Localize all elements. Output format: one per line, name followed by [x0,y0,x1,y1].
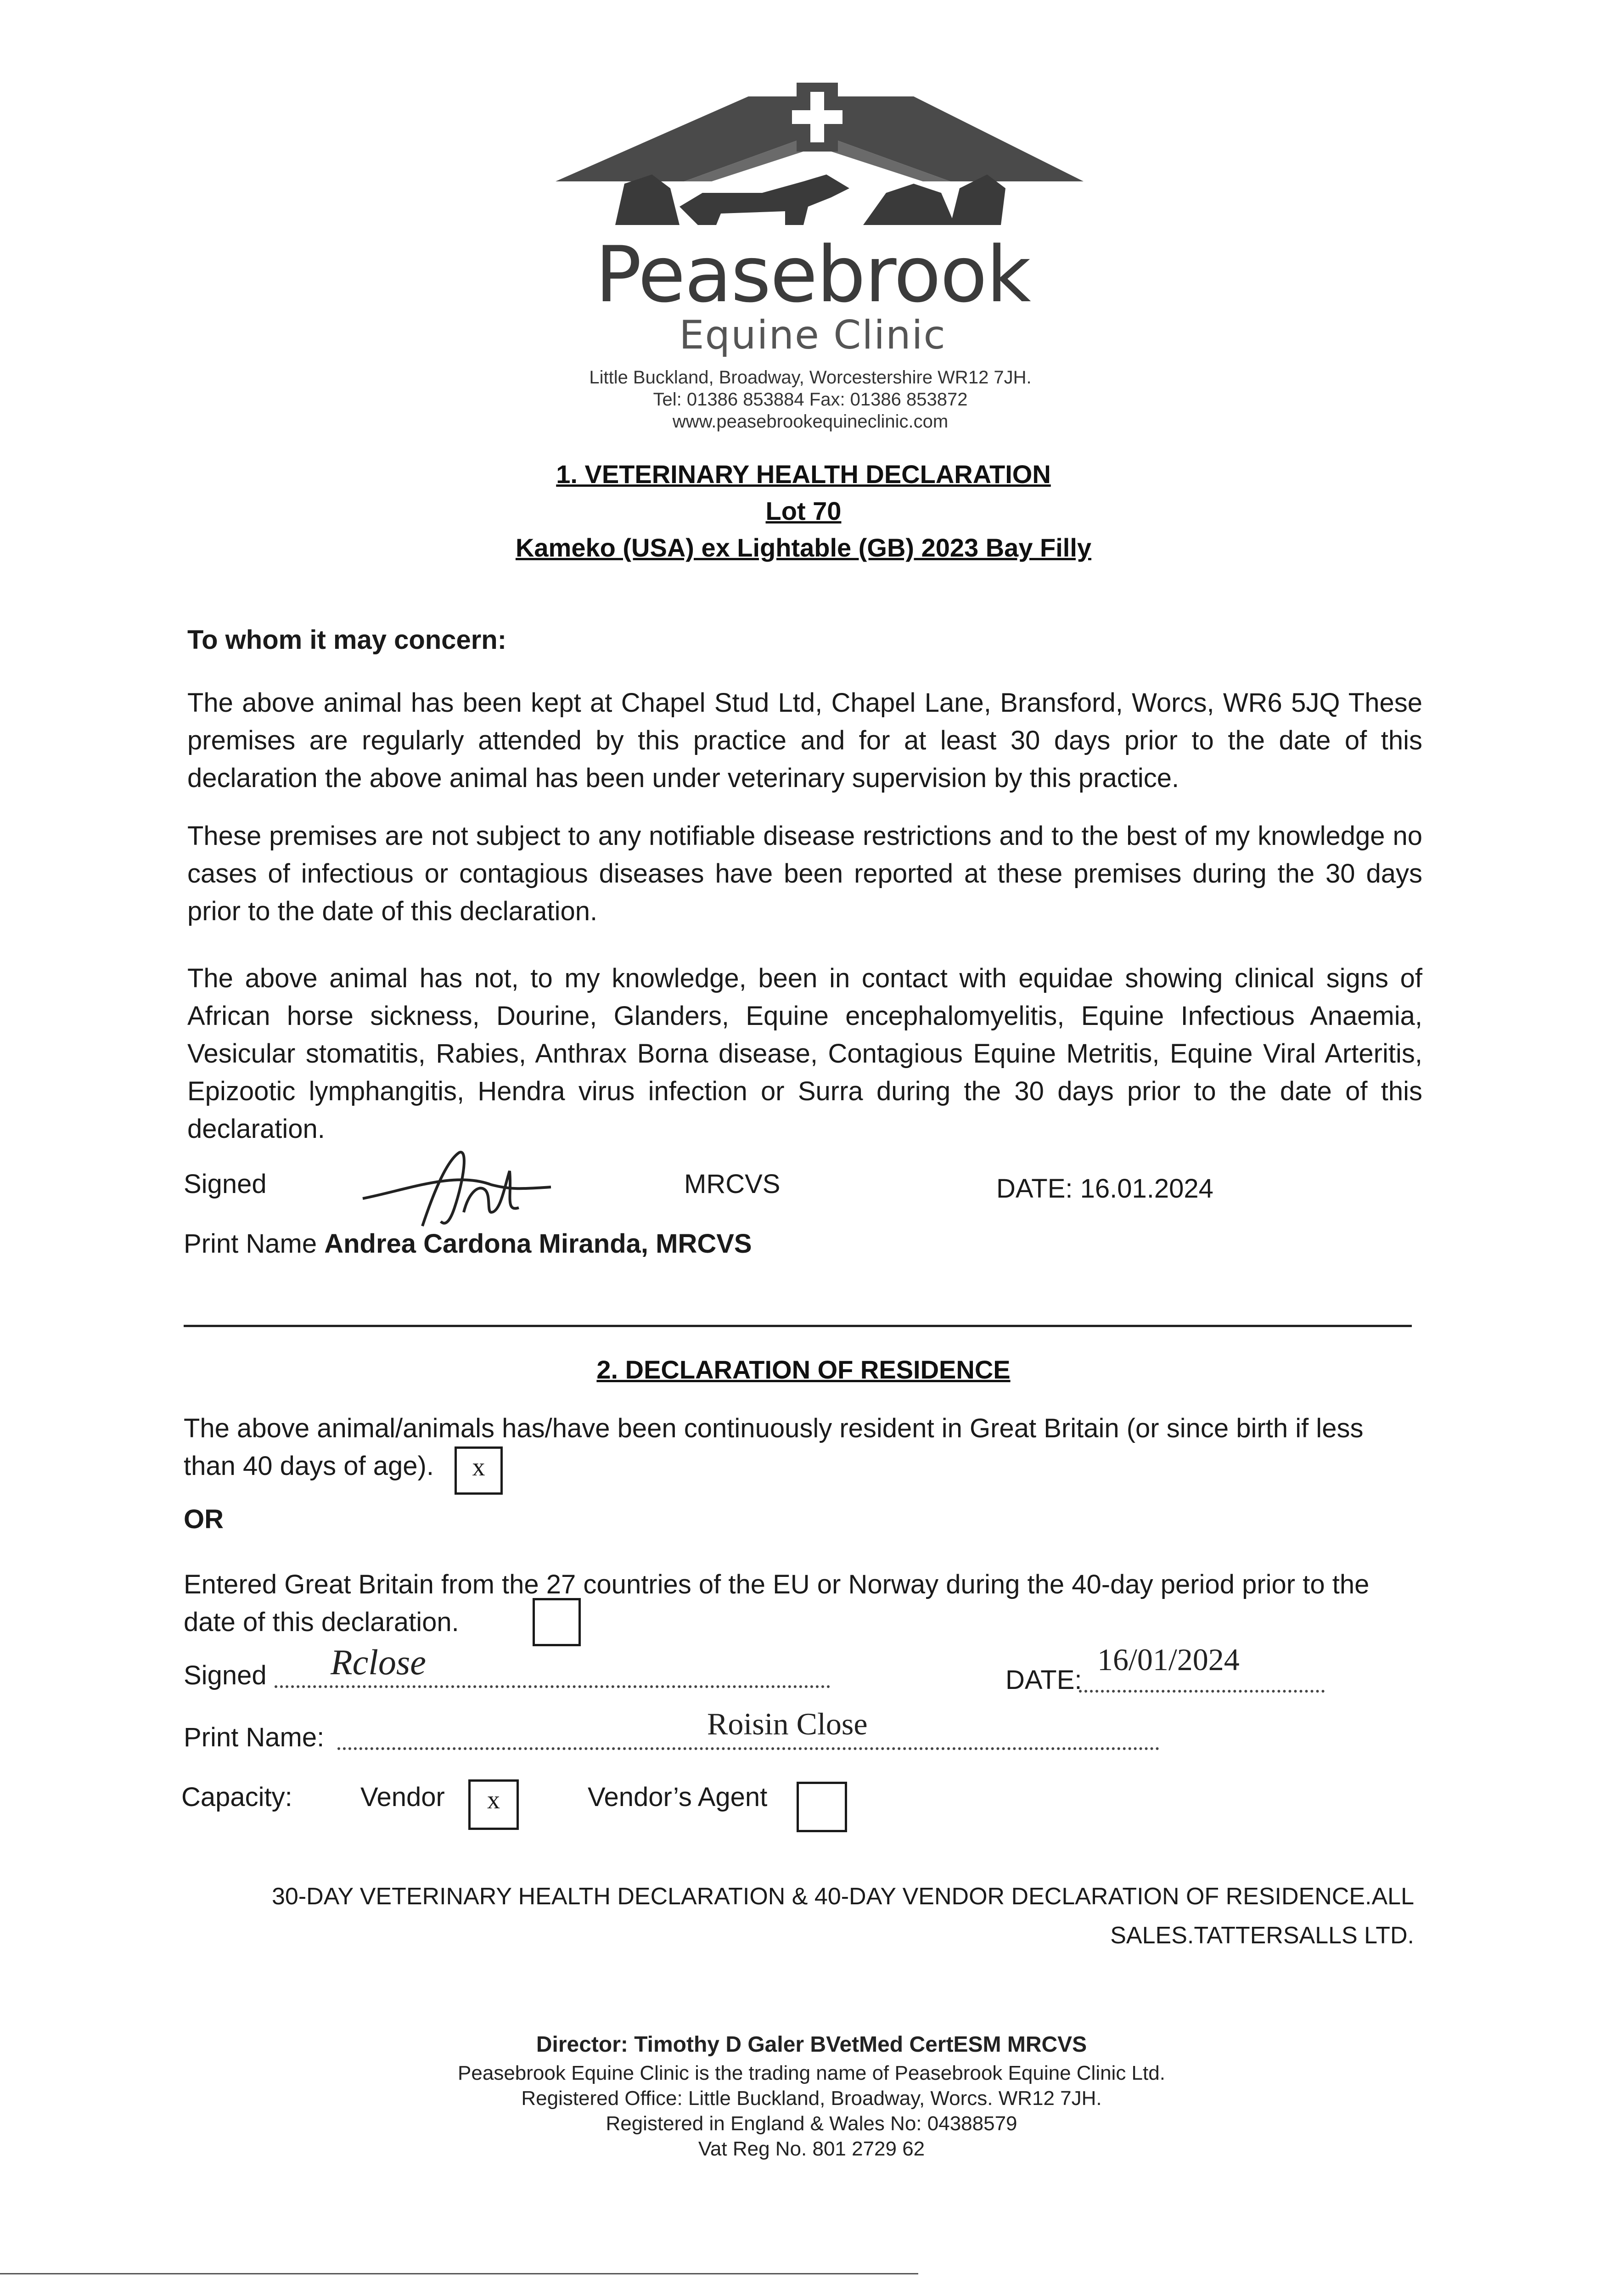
vendor-date-line [1079,1690,1325,1693]
footer-director: Director: Timothy D Galer BVetMed CertESM MRCVS [536,2032,1087,2057]
form-caption-line2: SALES.TATTERSALLS LTD. [1110,1922,1414,1949]
or-label: OR [184,1504,224,1534]
vet-signed-label: Signed [184,1169,267,1199]
vendor-print-name-label: Print Name: [184,1722,325,1752]
vet-print-name-label: Print Name [184,1229,317,1259]
section1-title: 1. VETERINARY HEALTH DECLARATION [556,460,1051,489]
clinic-website: www.peasebrookequineclinic.com [672,411,949,432]
vendor-checkbox[interactable]: x [468,1779,519,1830]
clinic-address: Little Buckland, Broadway, Worcestershire WR12 7JH. [589,367,1032,388]
vet-date: DATE: 16.01.2024 [996,1174,1213,1204]
vendor-signed-label: Signed [184,1660,267,1690]
vendor-agent-label: Vendor’s Agent [588,1782,768,1812]
vendor-agent-checkbox[interactable] [797,1782,847,1832]
vendor-date-value: 16/01/2024 [1097,1642,1240,1677]
lot-number: Lot 70 [765,496,842,525]
footer-vat-number: Vat Reg No. 801 2729 62 [698,2138,925,2160]
horse-description: Kameko (USA) ex Lightable (GB) 2023 Bay Filly [515,533,1092,562]
clinic-contact: Tel: 01386 853884 Fax: 01386 853872 [653,389,968,410]
residence-continuous-checkbox[interactable]: x [455,1446,503,1495]
page-bottom-rule [0,2273,918,2274]
vet-qualification: MRCVS [684,1169,781,1199]
residence-entered-checkbox[interactable] [533,1598,581,1646]
vendor-date-label: DATE: [1005,1665,1082,1695]
vendor-signature-line [275,1685,830,1688]
clinic-name: Peasebrook [595,230,1030,320]
salutation: To whom it may concern: [187,625,507,655]
capacity-label: Capacity: [181,1782,292,1812]
vet-print-name [184,1228,752,1259]
paragraph-restrictions: These premises are not subject to any notifiable disease restrictions and to the best of my knowledge no cases of infectious or contagious diseases have been reported at these premises during the 30 days prior to the date of this declaration. [187,821,1422,926]
footer-registered-office: Registered Office: Little Buckland, Broadway, Worcs. WR12 7JH. [521,2087,1102,2110]
clinic-subtitle: Equine Clinic [679,312,946,358]
residence-option-continuous-text: The above animal/animals has/have been continuously resident in Great Britain (or since birth if less than 40 days of age). [184,1413,1364,1481]
residence-option-entered-text: Entered Great Britain from the 27 countries of the EU or Norway during the 40-day period prior to the date of this declaration. [184,1570,1370,1637]
section-divider [184,1325,1412,1327]
vendor-print-name-value: Roisin Close [707,1706,868,1741]
residence-option-continuous [184,1410,1419,1485]
vendor-signature: Rclose [331,1642,426,1682]
paragraph-premises: The above animal has been kept at Chapel Stud Ltd, Chapel Lane, Bransford, Worcs, WR6 5JQ These premises are regularly attended by this practice and for at least 30 days prior to the date of this declaration the above animal has been under veterinary supervision by this practice. [187,688,1422,793]
section2-title: 2. DECLARATION OF RESIDENCE [596,1355,1011,1384]
paragraph-contact-diseases: The above animal has not, to my knowledge, been in contact with equidae showing clinical signs of African horse sickness, Dourine, Glanders, Equine encephalomyelitis, Equine Infectious Anaemia, Vesicular stomatitis, Rabies, Anthrax Borna disease, Contagious Equine Metritis, Equine Viral Arteritis, Epizootic lymphangitis, Hendra virus infection or Surra during the 30 days prior to the date of this declaration. [187,963,1422,1144]
residence-option-entered [184,1566,1419,1641]
footer-trading-name: Peasebrook Equine Clinic is the trading name of Peasebrook Equine Clinic Ltd. [458,2062,1165,2084]
vet-print-name-value: Andrea Cardona Miranda, MRCVS [324,1229,752,1259]
vet-signature [354,1143,565,1235]
footer-registration-number: Registered in England & Wales No: 04388579 [606,2112,1017,2135]
vendor-label: Vendor [360,1782,445,1812]
form-caption-line1: 30-DAY VETERINARY HEALTH DECLARATION & 40-DAY VENDOR DECLARATION OF RESIDENCE.ALL [272,1883,1414,1910]
vendor-print-name-line [337,1747,1159,1750]
